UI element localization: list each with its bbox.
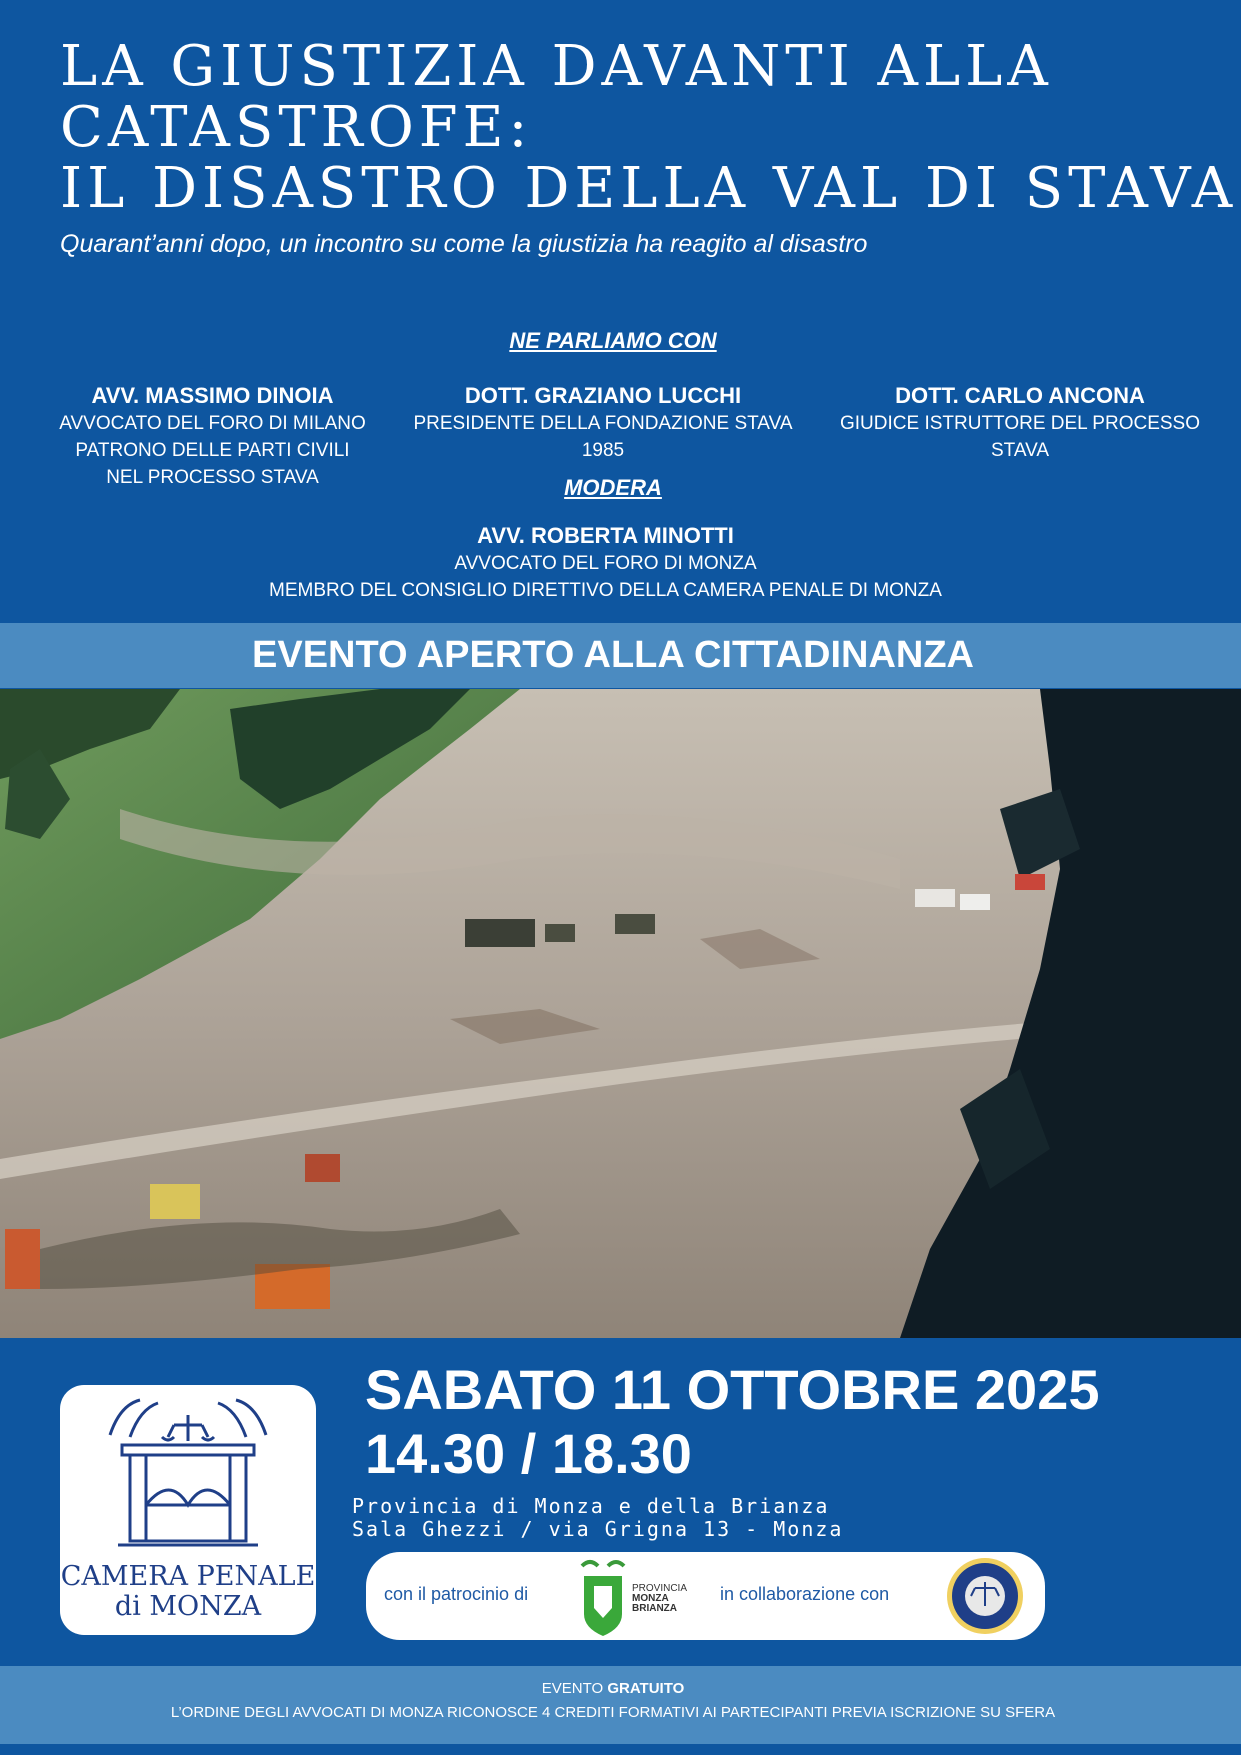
banner-text: EVENTO APERTO ALLA CITTADINANZA	[252, 634, 974, 676]
speaker-role-line: PRESIDENTE DELLA FONDAZIONE STAVA 1985	[413, 413, 793, 461]
moderator	[0, 522, 1211, 604]
footer-free-event	[0, 1680, 1226, 1697]
speaker-role-line: PATRONO DELLE PARTI CIVILI	[75, 440, 350, 461]
speaker-role-line: GIUDICE ISTRUTTORE DEL PROCESSO	[840, 413, 1200, 434]
event-subtitle: Quarant’anni dopo, un incontro su come la giustizia ha reagito al disastro	[60, 230, 868, 258]
footer-prefix: EVENTO	[541, 1680, 608, 1697]
speaker-role-line: NEL PROCESSO STAVA	[106, 467, 319, 488]
disaster-photo	[0, 689, 1241, 1338]
venue-line-1: Provincia di Monza e della Brianza	[352, 1494, 830, 1518]
logo-text-line-2: di MONZA	[114, 1591, 262, 1622]
speaker-lucchi	[398, 382, 808, 464]
logo-text-line-1: CAMERA PENALE	[60, 1561, 316, 1592]
event-time: 14.30 / 18.30	[365, 1422, 692, 1485]
patronage-label: con il patrocinio di	[384, 1584, 529, 1604]
speaker-name: AVV. MASSIMO DINOIA	[91, 383, 334, 408]
title-line-3: IL DISASTRO DELLA VAL DI STAVA	[60, 156, 1238, 221]
speaker-role-line: AVVOCATO DEL FORO DI MILANO	[59, 413, 366, 434]
province-logo-line: BRIANZA	[632, 1603, 677, 1614]
camera-penale-logo	[60, 1385, 316, 1635]
moderator-role-line: AVVOCATO DEL FORO DI MONZA	[454, 553, 757, 574]
speakers-heading: NE PARLIAMO CON	[509, 328, 717, 353]
province-logo-text	[632, 1584, 687, 1614]
moderator-name: AVV. ROBERTA MINOTTI	[477, 523, 734, 548]
province-logo-line: MONZA	[632, 1593, 669, 1604]
province-shield-icon	[576, 1558, 630, 1638]
footer-credits-note: L’ORDINE DEGLI AVVOCATI DI MONZA RICONOSCE 4 CREDITI FORMATIVI AI PARTECIPANTI PREVIA ISCRIZIONE SU SFERA	[170, 1704, 1056, 1721]
collaboration-label: in collaborazione con	[720, 1584, 890, 1604]
arcade-emblem-icon	[100, 1395, 276, 1555]
title-line-2: CATASTROFE:	[60, 95, 533, 160]
footer-free-label: GRATUITO	[607, 1680, 685, 1697]
venue-line-2: Sala Ghezzi / via Grigna 13 - Monza	[352, 1517, 844, 1541]
open-event-banner	[0, 623, 1241, 688]
speaker-name: DOTT. CARLO ANCONA	[895, 383, 1145, 408]
speaker-ancona	[840, 382, 1200, 464]
speaker-name: DOTT. GRAZIANO LUCCHI	[464, 383, 742, 408]
event-title	[60, 34, 1238, 221]
province-logo-line: PROVINCIA	[632, 1583, 688, 1594]
ordine-avvocati-seal-icon	[945, 1556, 1025, 1636]
moderator-role-line: MEMBRO DEL CONSIGLIO DIRETTIVO DELLA CAMERA PENALE DI MONZA	[269, 580, 942, 601]
speaker-role-line: STAVA	[990, 440, 1050, 461]
title-line-1: LA GIUSTIZIA DAVANTI ALLA	[60, 34, 1053, 99]
patronage-bar	[366, 1552, 1045, 1640]
footer-band	[0, 1666, 1241, 1744]
moderator-heading: MODERA	[564, 475, 662, 500]
event-date: SABATO 11 OTTOBRE 2025	[365, 1358, 1100, 1421]
